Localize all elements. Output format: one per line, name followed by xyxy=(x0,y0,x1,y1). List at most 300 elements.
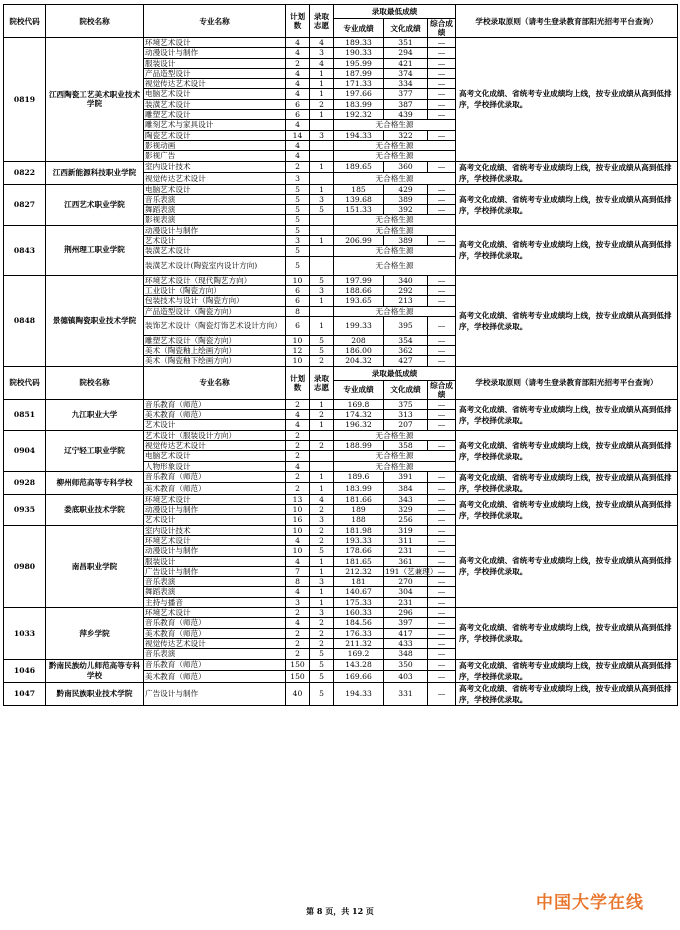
volunteer-number: 1 xyxy=(310,161,334,173)
plan-count: 12 xyxy=(286,346,310,356)
plan-count: 4 xyxy=(286,587,310,597)
culture-score: 374 xyxy=(384,68,428,78)
school-code: 1046 xyxy=(4,659,46,682)
prof-score: 151.33 xyxy=(334,205,384,215)
volunteer-number: 4 xyxy=(310,38,334,48)
major-name: 环境艺术设计（现代陶艺方向） xyxy=(144,275,286,285)
plan-count: 4 xyxy=(286,48,310,58)
plan-count: 3 xyxy=(286,236,310,246)
composite-score: — xyxy=(428,68,456,78)
composite-score: — xyxy=(428,608,456,618)
plan-count: 13 xyxy=(286,494,310,504)
major-name: 环境艺术设计 xyxy=(144,608,286,618)
volunteer-number: 1 xyxy=(310,316,334,335)
header-volunteer: 录取志愿 xyxy=(310,366,334,399)
prof-score: 178.66 xyxy=(334,546,384,556)
school-name: 萍乡学院 xyxy=(46,608,144,659)
prof-score: 206.99 xyxy=(334,236,384,246)
school-name: 江西艺术职业学院 xyxy=(46,184,144,225)
culture-score: 433 xyxy=(384,638,428,648)
major-name: 产品造型设计 xyxy=(144,68,286,78)
major-name: 动漫设计与制作 xyxy=(144,505,286,515)
culture-score: 304 xyxy=(384,587,428,597)
volunteer-number: 1 xyxy=(310,471,334,483)
prof-score: 169.2 xyxy=(334,649,384,659)
culture-score: 311 xyxy=(384,535,428,545)
major-name: 广告设计与制作 xyxy=(144,682,286,705)
admission-rule: 高考文化成绩、省统考专业成绩均上线，按专业成绩从高到低排序，学校择优录取。 xyxy=(456,471,678,494)
major-name: 电脑艺术设计 xyxy=(144,89,286,99)
composite-score: — xyxy=(428,356,456,366)
major-name: 视觉传达艺术设计 xyxy=(144,638,286,648)
major-name: 服装设计 xyxy=(144,556,286,566)
prof-score: 197.66 xyxy=(334,89,384,99)
no-qualified-note: 无合格生源 xyxy=(334,451,456,461)
culture-score: 331 xyxy=(384,682,428,705)
admission-rule: 高考文化成绩、省统考专业成绩均上线，按专业成绩从高到低排序，学校择优录取。 xyxy=(456,659,678,682)
composite-score: — xyxy=(428,316,456,335)
watermark-logo: 中国大学在线 xyxy=(536,893,644,913)
header-row xyxy=(4,5,678,19)
culture-score: 354 xyxy=(384,335,428,345)
plan-count: 2 xyxy=(286,58,310,68)
culture-score: 350 xyxy=(384,659,428,671)
plan-count: 3 xyxy=(286,597,310,607)
prof-score: 204.32 xyxy=(334,356,384,366)
major-name: 音乐教育（师范） xyxy=(144,399,286,409)
prof-score: 169.66 xyxy=(334,671,384,683)
volunteer-number: 3 xyxy=(310,130,334,140)
plan-count: 4 xyxy=(286,410,310,420)
table-row xyxy=(4,525,678,535)
composite-score: — xyxy=(428,296,456,306)
plan-count: 2 xyxy=(286,628,310,638)
no-qualified-note: 无合格生源 xyxy=(334,120,456,130)
school-code: 1047 xyxy=(4,682,46,705)
volunteer-number xyxy=(310,451,334,461)
page-number: 第 8 页，共 12 页 xyxy=(306,906,374,916)
plan-count: 5 xyxy=(286,194,310,204)
culture-score: 296 xyxy=(384,608,428,618)
culture-score: 358 xyxy=(384,440,428,450)
plan-count: 2 xyxy=(286,483,310,495)
volunteer-number xyxy=(310,151,334,161)
composite-score: — xyxy=(428,671,456,683)
prof-score: 208 xyxy=(334,335,384,345)
prof-score: 174.32 xyxy=(334,410,384,420)
header-row xyxy=(4,366,678,380)
table-row xyxy=(4,275,678,285)
admission-rule: 高考文化成绩、省统考专业成绩均上线，按专业成绩从高到低排序，学校择优录取。 xyxy=(456,225,678,275)
header-composite-score: 综合成绩 xyxy=(428,19,456,38)
school-code: 0819 xyxy=(4,38,46,162)
major-name: 服装设计 xyxy=(144,58,286,68)
plan-count: 150 xyxy=(286,659,310,671)
school-code: 0851 xyxy=(4,399,46,430)
plan-count: 8 xyxy=(286,577,310,587)
major-name: 人物形象设计 xyxy=(144,461,286,471)
header-rule: 学校录取原则（请考生登录教育部阳光招考平台查询） xyxy=(456,366,678,399)
volunteer-number: 3 xyxy=(310,577,334,587)
school-code: 0980 xyxy=(4,525,46,607)
school-name: 黔南民族幼儿师范高等专科学校 xyxy=(46,659,144,682)
table-row xyxy=(4,184,678,194)
header-volunteer: 录取志愿 xyxy=(310,5,334,38)
plan-count: 10 xyxy=(286,356,310,366)
prof-score: 199.33 xyxy=(334,316,384,335)
no-qualified-note: 无合格生源 xyxy=(334,246,456,256)
volunteer-number: 2 xyxy=(310,440,334,450)
table-row xyxy=(4,471,678,483)
composite-score: — xyxy=(428,505,456,515)
table-row xyxy=(4,38,678,48)
culture-score: 439 xyxy=(384,110,428,120)
major-name: 电脑艺术设计 xyxy=(144,184,286,194)
plan-count: 16 xyxy=(286,515,310,525)
major-name: 视觉传达艺术设计 xyxy=(144,79,286,89)
school-code: 1033 xyxy=(4,608,46,659)
composite-score: — xyxy=(428,335,456,345)
major-name: 艺术设计（服装设计方向） xyxy=(144,430,286,440)
volunteer-number: 5 xyxy=(310,682,334,705)
header-prof-score: 专业成绩 xyxy=(334,380,384,399)
composite-score: — xyxy=(428,399,456,409)
plan-count: 4 xyxy=(286,618,310,628)
culture-score: 343 xyxy=(384,494,428,504)
prof-score: 175.33 xyxy=(334,597,384,607)
volunteer-number: 2 xyxy=(310,628,334,638)
volunteer-number: 2 xyxy=(310,535,334,545)
composite-score: — xyxy=(428,628,456,638)
major-name: 装饰艺术设计（陶瓷灯饰艺术设计方向） xyxy=(144,316,286,335)
major-name: 动漫设计与制作 xyxy=(144,546,286,556)
composite-score: — xyxy=(428,494,456,504)
volunteer-number: 1 xyxy=(310,420,334,430)
volunteer-number: 5 xyxy=(310,335,334,345)
volunteer-number: 4 xyxy=(310,494,334,504)
admission-rule: 高考文化成绩、省统考专业成绩均上线，按专业成绩从高到低排序，学校择优录取。 xyxy=(456,430,678,471)
admission-rule: 高考文化成绩、省统考专业成绩均上线，按专业成绩从高到低排序，学校择优录取。 xyxy=(456,161,678,184)
school-name: 辽宁轻工职业学院 xyxy=(46,430,144,471)
culture-score: 213 xyxy=(384,296,428,306)
major-name: 包装技术与设计（陶瓷方向） xyxy=(144,296,286,306)
volunteer-number: 2 xyxy=(310,638,334,648)
volunteer-number: 3 xyxy=(310,194,334,204)
plan-count: 4 xyxy=(286,535,310,545)
plan-count: 4 xyxy=(286,68,310,78)
table-row xyxy=(4,161,678,173)
culture-score: 391 xyxy=(384,471,428,483)
plan-count: 150 xyxy=(286,671,310,683)
header-culture-score: 文化成绩 xyxy=(384,19,428,38)
school-name: 黔南民族职业技术学院 xyxy=(46,682,144,705)
header-school: 院校名称 xyxy=(46,366,144,399)
major-name: 室内设计技术 xyxy=(144,525,286,535)
volunteer-number xyxy=(310,140,334,150)
prof-score: 196.32 xyxy=(334,420,384,430)
prof-score: 186.00 xyxy=(334,346,384,356)
no-qualified-note: 无合格生源 xyxy=(334,140,456,150)
plan-count: 6 xyxy=(286,316,310,335)
volunteer-number: 1 xyxy=(310,597,334,607)
school-name: 南昌职业学院 xyxy=(46,525,144,607)
major-name: 艺术设计 xyxy=(144,420,286,430)
major-name: 音乐表演 xyxy=(144,577,286,587)
major-name: 美术教育（师范） xyxy=(144,671,286,683)
volunteer-number: 1 xyxy=(310,184,334,194)
major-name: 视觉传达艺术设计 xyxy=(144,173,286,185)
major-name: 雕塑艺术设计 xyxy=(144,110,286,120)
volunteer-number: 1 xyxy=(310,110,334,120)
plan-count: 2 xyxy=(286,440,310,450)
prof-score: 176.33 xyxy=(334,628,384,638)
composite-score: — xyxy=(428,346,456,356)
plan-count: 40 xyxy=(286,682,310,705)
admission-table-sheet xyxy=(3,4,677,706)
composite-score: — xyxy=(428,515,456,525)
major-name: 音乐表演 xyxy=(144,194,286,204)
culture-score: 429 xyxy=(384,184,428,194)
plan-count: 10 xyxy=(286,505,310,515)
plan-count: 4 xyxy=(286,79,310,89)
culture-score: 361 xyxy=(384,556,428,566)
major-name: 环境艺术设计 xyxy=(144,494,286,504)
composite-score: — xyxy=(428,638,456,648)
major-name: 装潢艺术设计(陶瓷室内设计方向) xyxy=(144,256,286,275)
major-name: 美术教育（师范） xyxy=(144,628,286,638)
volunteer-number: 1 xyxy=(310,587,334,597)
school-name: 江西新能源科技职业学院 xyxy=(46,161,144,184)
header-code: 院校代码 xyxy=(4,5,46,38)
culture-score: 397 xyxy=(384,618,428,628)
no-qualified-note: 无合格生源 xyxy=(334,225,456,235)
prof-score: 212.32 xyxy=(334,566,384,576)
prof-score: 181.98 xyxy=(334,525,384,535)
volunteer-number xyxy=(310,120,334,130)
no-qualified-note: 无合格生源 xyxy=(334,151,456,161)
culture-score: 389 xyxy=(384,236,428,246)
composite-score: — xyxy=(428,546,456,556)
culture-score: 334 xyxy=(384,79,428,89)
major-name: 动漫设计与制作 xyxy=(144,48,286,58)
prof-score: 194.33 xyxy=(334,682,384,705)
prof-score: 189 xyxy=(334,505,384,515)
major-name: 主持与播音 xyxy=(144,597,286,607)
major-name: 产品造型设计（陶瓷方向） xyxy=(144,306,286,316)
composite-score: — xyxy=(428,130,456,140)
plan-count: 4 xyxy=(286,461,310,471)
major-name: 舞蹈表演 xyxy=(144,205,286,215)
volunteer-number xyxy=(310,461,334,471)
header-major: 专业名称 xyxy=(144,366,286,399)
composite-score: — xyxy=(428,58,456,68)
school-name: 江西陶瓷工艺美术职业技术学院 xyxy=(46,38,144,162)
composite-score: — xyxy=(428,659,456,671)
plan-count: 10 xyxy=(286,546,310,556)
volunteer-number: 5 xyxy=(310,205,334,215)
volunteer-number: 1 xyxy=(310,79,334,89)
header-min-score: 录取最低成绩 xyxy=(334,366,456,380)
plan-count: 10 xyxy=(286,525,310,535)
culture-score: 375 xyxy=(384,399,428,409)
school-code: 0928 xyxy=(4,471,46,494)
volunteer-number: 4 xyxy=(310,58,334,68)
no-qualified-note: 无合格生源 xyxy=(334,306,456,316)
prof-score: 193.33 xyxy=(334,535,384,545)
plan-count: 6 xyxy=(286,110,310,120)
composite-score: — xyxy=(428,597,456,607)
composite-score: — xyxy=(428,79,456,89)
no-qualified-note: 无合格生源 xyxy=(334,430,456,440)
culture-score: 377 xyxy=(384,89,428,99)
prof-score: 160.33 xyxy=(334,608,384,618)
major-name: 音乐表演 xyxy=(144,649,286,659)
prof-score: 181.65 xyxy=(334,556,384,566)
culture-score: 417 xyxy=(384,628,428,638)
prof-score: 183.99 xyxy=(334,483,384,495)
major-name: 雕刻艺术与家具设计 xyxy=(144,120,286,130)
plan-count: 5 xyxy=(286,215,310,225)
prof-score: 184.56 xyxy=(334,618,384,628)
volunteer-number: 1 xyxy=(310,566,334,576)
plan-count: 6 xyxy=(286,285,310,295)
header-prof-score: 专业成绩 xyxy=(334,19,384,38)
culture-score: 231 xyxy=(384,597,428,607)
table-row xyxy=(4,430,678,440)
volunteer-number: 2 xyxy=(310,410,334,420)
prof-score: 188.99 xyxy=(334,440,384,450)
plan-count: 5 xyxy=(286,225,310,235)
volunteer-number: 3 xyxy=(310,285,334,295)
table-row xyxy=(4,682,678,705)
major-name: 音乐教育（师范） xyxy=(144,659,286,671)
admission-rule: 高考文化成绩、省统考专业成绩均上线，按专业成绩从高到低排序，学校择优录取。 xyxy=(456,608,678,659)
prof-score: 193.65 xyxy=(334,296,384,306)
composite-score: — xyxy=(428,535,456,545)
culture-score: 403 xyxy=(384,671,428,683)
table-row xyxy=(4,399,678,409)
header-culture-score: 文化成绩 xyxy=(384,380,428,399)
prof-score: 185 xyxy=(334,184,384,194)
volunteer-number: 2 xyxy=(310,618,334,628)
header-school: 院校名称 xyxy=(46,5,144,38)
composite-score: — xyxy=(428,410,456,420)
culture-score: 351 xyxy=(384,38,428,48)
volunteer-number: 1 xyxy=(310,556,334,566)
culture-score: 191（艺兼理） xyxy=(385,566,438,576)
composite-score: — xyxy=(428,483,456,495)
culture-score: 256 xyxy=(384,515,428,525)
prof-score: 211.32 xyxy=(334,638,384,648)
plan-count: 8 xyxy=(286,306,310,316)
composite-score: — xyxy=(428,275,456,285)
plan-count: 6 xyxy=(286,99,310,109)
composite-score: — xyxy=(428,682,456,705)
volunteer-number: 1 xyxy=(310,483,334,495)
plan-count: 5 xyxy=(286,256,310,275)
school-code: 0848 xyxy=(4,275,46,366)
major-name: 装潢艺术设计 xyxy=(144,99,286,109)
major-name: 室内设计技术 xyxy=(144,161,286,173)
plan-count: 6 xyxy=(286,296,310,306)
composite-score: — xyxy=(428,556,456,566)
volunteer-number: 1 xyxy=(310,68,334,78)
plan-count: 4 xyxy=(286,120,310,130)
culture-score: 329 xyxy=(384,505,428,515)
volunteer-number: 5 xyxy=(310,346,334,356)
volunteer-number xyxy=(310,256,334,275)
plan-count: 2 xyxy=(286,161,310,173)
culture-score: 319 xyxy=(384,525,428,535)
prof-score: 143.28 xyxy=(334,659,384,671)
culture-score: 313 xyxy=(384,410,428,420)
no-qualified-note: 无合格生源 xyxy=(334,173,456,185)
culture-score: 231 xyxy=(384,546,428,556)
culture-score: 392 xyxy=(384,205,428,215)
table-row xyxy=(4,659,678,671)
major-name: 艺术设计 xyxy=(144,236,286,246)
major-name: 音乐教育（师范） xyxy=(144,618,286,628)
composite-score: — xyxy=(428,110,456,120)
major-name: 美术教育（师范） xyxy=(144,483,286,495)
composite-score: — xyxy=(428,236,456,246)
plan-count: 4 xyxy=(286,151,310,161)
plan-count: 4 xyxy=(286,89,310,99)
plan-count: 5 xyxy=(286,205,310,215)
volunteer-number xyxy=(310,215,334,225)
plan-count: 4 xyxy=(286,420,310,430)
composite-score: — xyxy=(428,440,456,450)
table-row xyxy=(4,494,678,504)
admission-rule: 高考文化成绩、省统考专业成绩均上线，按专业成绩从高到低排序，学校择优录取。 xyxy=(456,38,678,162)
plan-count: 10 xyxy=(286,275,310,285)
volunteer-number: 5 xyxy=(310,649,334,659)
school-name: 九江职业大学 xyxy=(46,399,144,430)
volunteer-number: 5 xyxy=(310,659,334,671)
major-name: 环境艺术设计 xyxy=(144,38,286,48)
culture-score: 389 xyxy=(384,194,428,204)
header-code: 院校代码 xyxy=(4,366,46,399)
prof-score: 197.99 xyxy=(334,275,384,285)
admission-rule: 高考文化成绩、省统考专业成绩均上线，按专业成绩从高到低排序，学校择优录取。 xyxy=(456,494,678,525)
composite-score: — xyxy=(428,525,456,535)
volunteer-number: 5 xyxy=(310,275,334,285)
culture-score: 322 xyxy=(384,130,428,140)
major-name: 工业设计（陶瓷方向） xyxy=(144,285,286,295)
plan-count: 10 xyxy=(286,335,310,345)
prof-score: 189.6 xyxy=(334,471,384,483)
plan-count: 2 xyxy=(286,608,310,618)
composite-score: — xyxy=(428,587,456,597)
major-name: 环境艺术设计 xyxy=(144,535,286,545)
culture-score: 207 xyxy=(384,420,428,430)
header-major: 专业名称 xyxy=(144,5,286,38)
composite-score: — xyxy=(428,649,456,659)
volunteer-number: 5 xyxy=(310,671,334,683)
prof-score: 189.65 xyxy=(334,161,384,173)
major-name: 美术（陶瓷釉下绘画方向） xyxy=(144,356,286,366)
volunteer-number: 2 xyxy=(310,356,334,366)
plan-count: 2 xyxy=(286,638,310,648)
plan-count: 5 xyxy=(286,246,310,256)
major-name: 电脑艺术设计 xyxy=(144,451,286,461)
prof-score: 192.32 xyxy=(334,110,384,120)
plan-count: 2 xyxy=(286,430,310,440)
plan-count: 2 xyxy=(286,649,310,659)
composite-score: — xyxy=(428,89,456,99)
school-code: 0904 xyxy=(4,430,46,471)
header-rule: 学校录取原则（请考生登录教育部阳光招考平台查询） xyxy=(456,5,678,38)
